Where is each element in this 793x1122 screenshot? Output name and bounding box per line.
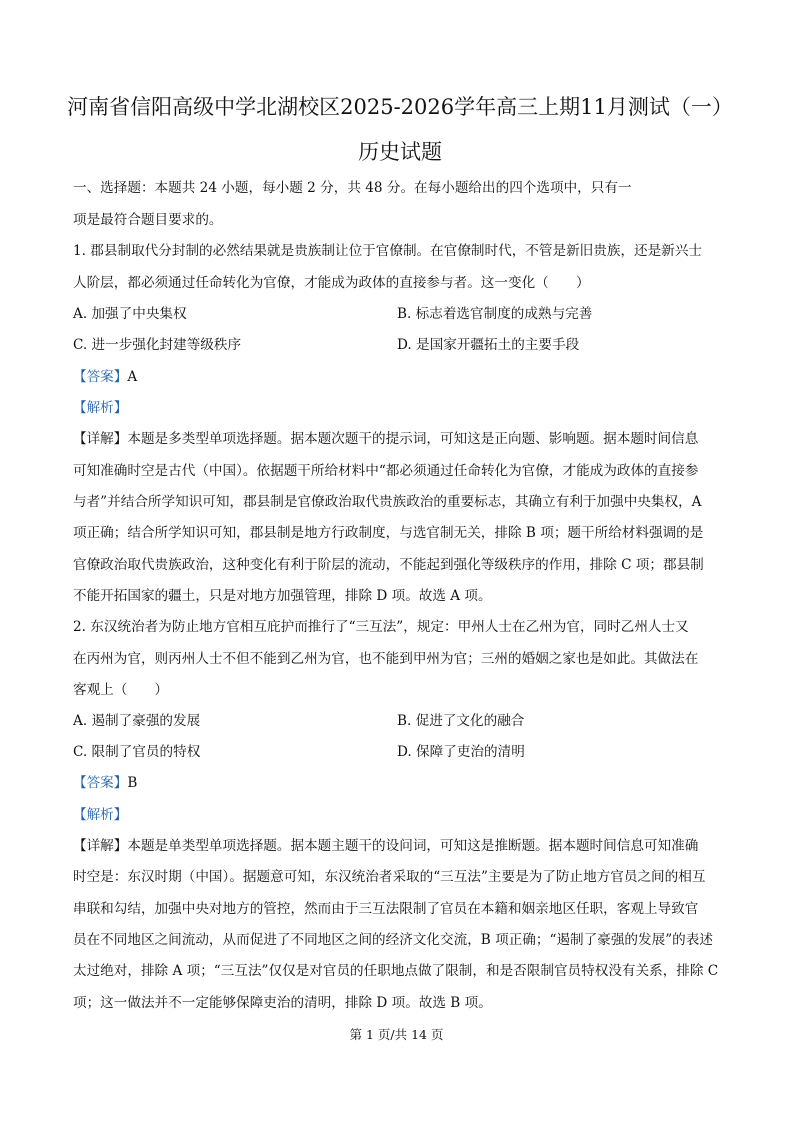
page-subtitle: 历史试题 [358, 140, 442, 164]
question-1-detail-line: 官僚政治取代贵族政治，这种变化有利于阶层的流动，不能起到强化等级秩序的作用，排除 C 项；郡县制 [73, 557, 704, 573]
analysis-tag: 【解析】 [73, 400, 128, 416]
answer-value: B [127, 775, 138, 791]
section-instruction-line: 一、选择题：本题共 24 小题，每小题 2 分，共 48 分。在每小题给出的四个选项中，只有一 [73, 180, 632, 196]
question-2-option-d: D. 保障了吏治的清明 [397, 744, 525, 760]
question-2-option-b: B. 促进了文化的融合 [397, 713, 525, 729]
question-1-detail-line: 项正确；结合所学知识可知，郡县制是地方行政制度，与选官制无关，排除 B 项；题干所给材料强调的是 [73, 525, 704, 541]
question-2-detail-line: 员在不同地区之间流动，从而促进了不同地区之间的经济文化交流，B 项正确；“遏制了豪强的发展”的表述 [73, 932, 713, 948]
question-2-analysis-heading [73, 805, 723, 825]
question-1-stem-line: 人阶层，都必须通过任命转化为官僚，才能成为政体的直接参与者。这一变化（ ） [73, 275, 590, 291]
question-1-answer [73, 367, 723, 387]
question-1-detail-line: 不能开拓国家的疆土，只是对地方加强管理，排除 D 项。故选 A 项。 [73, 588, 492, 604]
question-2-detail-line: 项；这一做法并不一定能够保障吏治的清明，排除 D 项。故选 B 项。 [73, 995, 492, 1011]
page-title: 河南省信阳高级中学北湖校区2025-2026学年高三上期11月测试（一） [67, 95, 733, 119]
answer-tag: 【答案】 [73, 775, 128, 791]
question-2-option-a: A. 遏制了豪强的发展 [73, 713, 201, 729]
answer-tag: 【答案】 [73, 369, 128, 385]
question-1-detail-line [73, 429, 723, 449]
detail-tag: 【详解】 [73, 431, 128, 447]
answer-value: A [127, 369, 138, 385]
question-1-option-c: C. 进一步强化封建等级秩序 [73, 337, 242, 353]
question-2-option-c: C. 限制了官员的特权 [73, 744, 201, 760]
question-2-stem-line: 在丙州为官，则丙州人士不但不能到乙州为官，也不能到甲州为官；三州的婚姻之家也是如此。其做法在 [73, 651, 699, 667]
question-1-option-a: A. 加强了中央集权 [73, 306, 187, 322]
question-1-detail-line: 与者”并结合所学知识可知，郡县制是官僚政治取代贵族政治的重要标志，其确立有利于加强中央集权，A [73, 494, 702, 510]
detail-text: 本题是单类型单项选择题。据本题主题干的设问词，可知这是推断题。据本题时间信息可知准确 [127, 838, 699, 854]
question-2-stem-line: 2. 东汉统治者为防止地方官相互庇护而推行了“三互法”，规定：甲州人士在乙州为官，同时乙州人士又 [73, 619, 689, 635]
question-1-option-d: D. 是国家开疆拓土的主要手段 [397, 337, 580, 353]
question-2-detail-line: 时空是：东汉时期（中国）。据题意可知，东汉统治者采取的“三互法”主要是为了防止地方官员之间的相互 [73, 869, 706, 885]
question-1-analysis-heading [73, 398, 723, 418]
detail-tag: 【详解】 [73, 838, 128, 854]
question-1-option-b: B. 标志着选官制度的成熟与完善 [397, 306, 593, 322]
question-2-detail-line: 太过绝对，排除 A 项；“三互法”仅仅是对官员的任职地点做了限制，和是否限制官员特权没有关系，排除 C [73, 963, 719, 979]
question-1-stem-line: 1. 郡县制取代分封制的必然结果就是贵族制让位于官僚制。在官僚制时代，不管是新旧贵族，还是新兴士 [73, 243, 703, 259]
question-1-detail-line: 可知准确时空是古代（中国）。依据题干所给材料中“都必须通过任命转化为官僚，才能成为政体的直接参 [73, 463, 699, 479]
page-number-footer: 第 1 页/共 14 页 [349, 1027, 444, 1042]
section-instruction-line: 项是最符合题目要求的。 [73, 212, 223, 228]
question-2-detail-line [73, 836, 723, 856]
question-2-answer [73, 773, 723, 793]
analysis-tag: 【解析】 [73, 807, 128, 823]
detail-text: 本题是多类型单项选择题。据本题次题干的提示词，可知这是正向题、影响题。据本题时间信息 [127, 431, 699, 447]
question-2-detail-line: 串联和勾结，加强中央对地方的管控，然而由于三互法限制了官员在本籍和姻亲地区任职，客观上导致官 [73, 901, 699, 917]
question-2-stem-line: 客观上（ ） [73, 682, 169, 698]
